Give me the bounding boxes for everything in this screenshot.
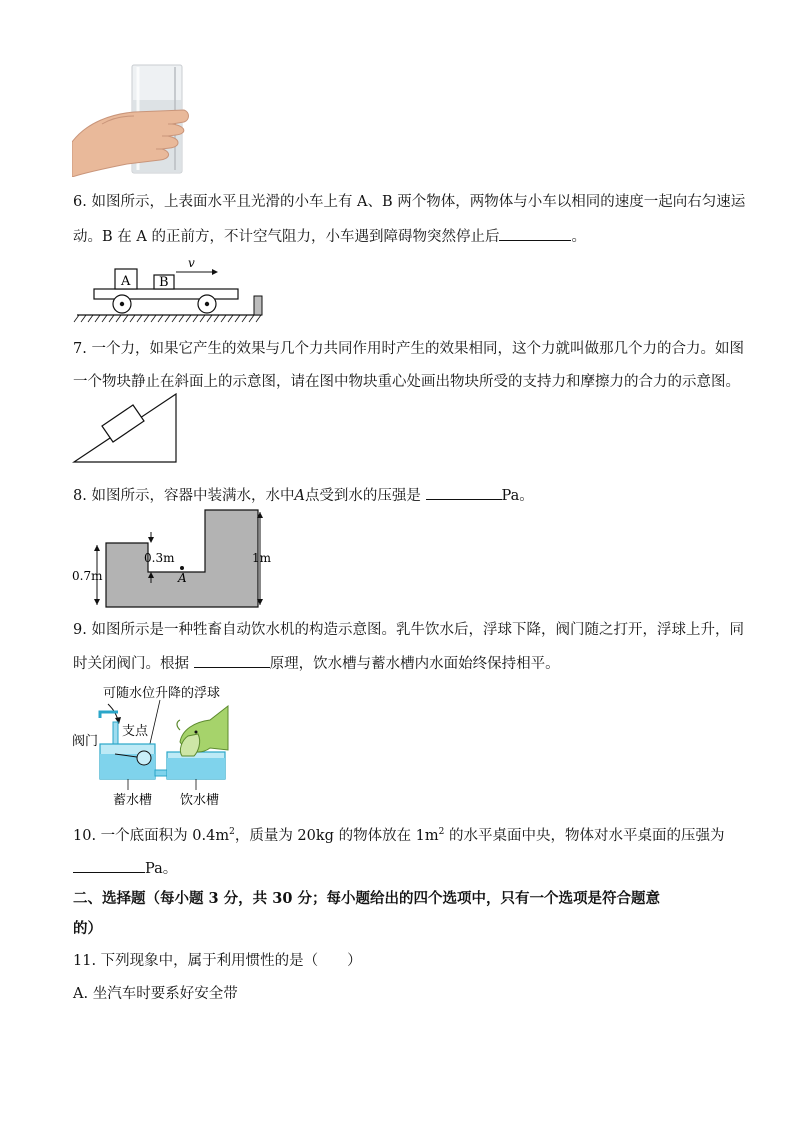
velocity-label: v: [188, 256, 195, 270]
q10-text-3: 的水平桌面中央，物体对水平桌面的压强为: [444, 828, 725, 844]
q6-line1: 6. 如图所示，上表面水平且光滑的小车上有 A、B 两个物体，两物体与小车以相同的速度一起向右匀速运: [73, 194, 746, 210]
q9-answer-blank[interactable]: [194, 652, 270, 668]
q10-text-1: 10. 一个底面积为 0.4m: [73, 828, 230, 844]
glass-photo: [72, 62, 192, 177]
q6-end: 。: [571, 229, 586, 245]
container-figure: [70, 505, 280, 613]
block-b-label: B: [159, 275, 169, 290]
section2-heading-line2: 的）: [73, 920, 102, 937]
q9-text-2: 原理，饮水槽与蓄水槽内水面始终保持相平。: [269, 656, 560, 672]
q9-text: 时关闭阀门。根据: [73, 656, 189, 672]
q8-unit: Pa。: [501, 488, 534, 504]
q10-sup-1: 2: [229, 827, 235, 838]
pivot-label: 支点: [122, 724, 149, 739]
valve-label: 阀门: [72, 734, 99, 749]
label-point-a: A: [178, 571, 187, 585]
float-label: 可随水位升降的浮球: [103, 686, 221, 701]
q6-text: 动。B 在 A 的正前方，不计空气阻力，小车遇到障碍物突然停止后: [73, 229, 500, 245]
label-0-7m: 0.7m: [72, 569, 103, 583]
q6-answer-blank[interactable]: [499, 225, 571, 241]
q8-text: 8. 如图所示，容器中装满水，水中: [73, 488, 295, 504]
q10-answer-blank[interactable]: [73, 857, 145, 873]
drinking-trough-label: 饮水槽: [180, 793, 220, 808]
label-0-3m: 0.3m: [144, 551, 175, 565]
q8-answer-blank[interactable]: [426, 484, 502, 500]
q10-unit: Pa。: [145, 861, 178, 877]
q10-line1: [73, 826, 725, 846]
q7-line1: 7. 一个力，如果它产生的效果与几个力共同作用时产生的效果相同，这个力就叫做那几个力的合力。如图: [73, 341, 744, 357]
water-dispenser-figure: [70, 682, 235, 810]
q10-sup-2: 2: [438, 827, 445, 838]
q8-line: [73, 484, 534, 506]
q9-line2: [73, 652, 560, 674]
incline-figure: [72, 388, 182, 466]
storage-tank-label: 蓄水槽: [113, 793, 153, 808]
section2-heading-line1: 二、选择题（每小题 3 分，共 30 分；每小题给出的四个选项中，只有一个选项是符合题意: [73, 890, 660, 907]
cart-figure: [72, 255, 272, 325]
q11-option-a[interactable]: A. 坐汽车时要系好安全带: [73, 986, 238, 1002]
q8-point-a: A: [294, 488, 305, 504]
q7-line2: 一个物块静止在斜面上的示意图，请在图中物块重心处画出物块所受的支持力和摩擦力的合力的示意图。: [73, 374, 740, 390]
q6-line2: [73, 225, 586, 247]
label-1m: 1m: [252, 551, 272, 565]
q8-text-2: 点受到水的压强是: [304, 488, 421, 504]
q9-line1: 9. 如图所示是一种牲畜自动饮水机的构造示意图。乳牛饮水后，浮球下降，阀门随之打开，浮球上升，同: [73, 622, 744, 638]
q11-stem: 11. 下列现象中，属于利用惯性的是（ ）: [73, 953, 362, 969]
q10-line2: [73, 857, 177, 879]
q10-text-2: ，质量为 20kg 的物体放在 1m: [234, 828, 439, 844]
block-a-label: A: [121, 274, 131, 289]
